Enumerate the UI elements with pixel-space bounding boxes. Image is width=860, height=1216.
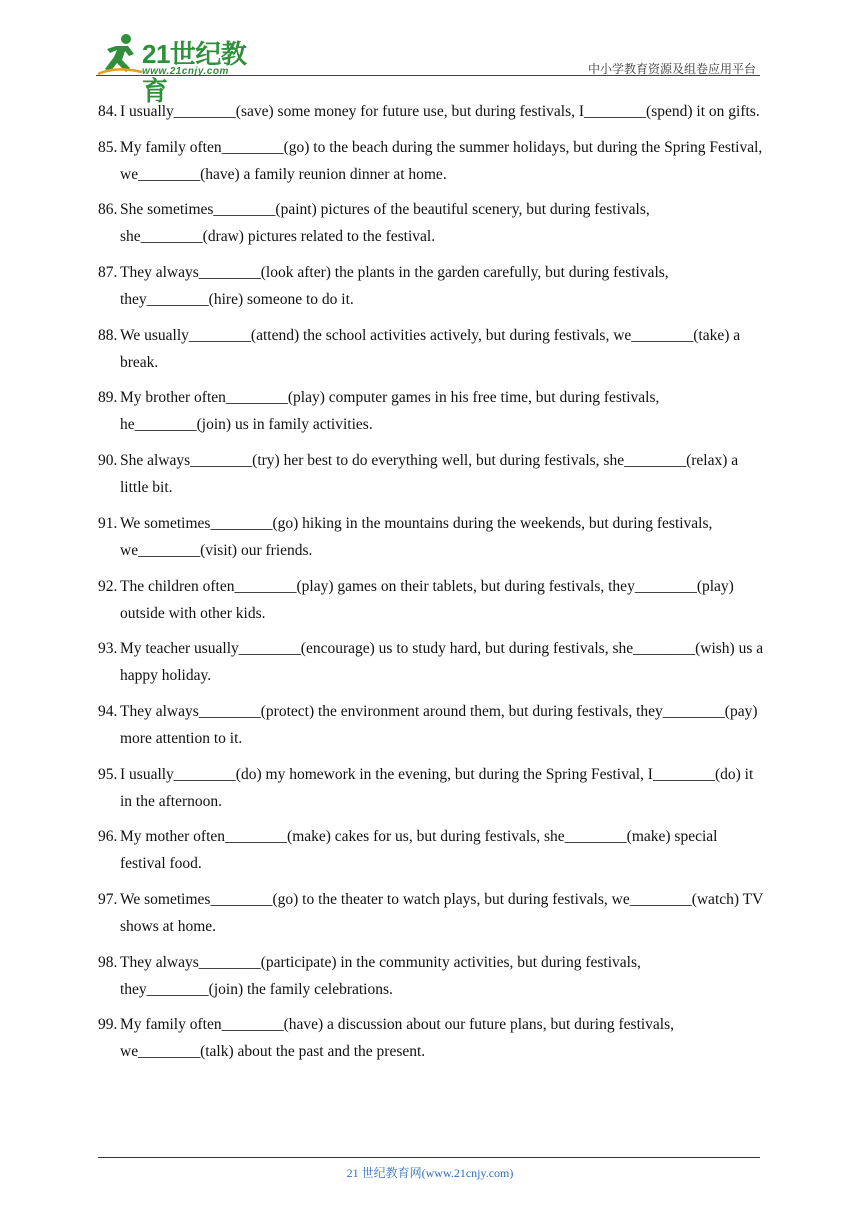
question-number: 92. [98,577,118,595]
question-item [98,949,764,1003]
question-item [98,635,764,689]
logo-url: www.21cnjy.com [142,66,229,77]
question-number: 97. [98,890,118,908]
question-text: They always________(participate) in the community activities, but during festivals, they________(join) the family celebrations. [120,953,641,998]
question-text: The children often________(play) games on their tablets, but during festivals, they________(play) outside with other kids. [120,577,734,622]
question-item [98,573,764,627]
question-number: 86. [98,201,118,219]
question-number: 84. [98,103,118,120]
question-list [98,98,764,1074]
question-item [98,134,764,188]
question-text: They always________(look after) the plants in the garden carefully, but during festivals, they________(hire) someone to do it. [120,264,669,309]
runner-logo-icon [96,32,144,76]
question-text: She sometimes________(paint) pictures of the beautiful scenery, but during festivals, she________(draw) pictures related to the festival. [120,201,650,246]
question-text: My brother often________(play) computer games in his free time, but during festivals, he________(join) us in family activities. [120,389,660,434]
question-text: My mother often________(make) cakes for us, but during festivals, she________(make) special festival food. [120,828,718,873]
question-item [98,322,764,376]
question-item [98,98,764,125]
question-text: My family often________(go) to the beach during the summer holidays, but during the Spring Festival, we________(have) a family reunion dinner at home. [120,138,763,183]
page-header [96,30,760,106]
question-text: They always________(protect) the environment around them, but during festivals, they________(pay) more attention to it. [120,702,758,747]
question-number: 85. [98,138,118,156]
question-item [98,510,764,564]
question-number: 89. [98,389,118,407]
question-number: 95. [98,765,118,783]
question-number: 93. [98,640,118,658]
question-item [98,823,764,877]
question-number: 88. [98,326,118,344]
question-number: 98. [98,953,118,971]
header-divider [96,75,760,76]
question-text: She always________(try) her best to do everything well, but during festivals, she________(relax) a little bit. [120,452,739,497]
question-item [98,196,764,250]
footer-divider [98,1157,760,1158]
question-text: My family often________(have) a discussion about our future plans, but during festivals, we________(talk) about the past and the present. [120,1016,675,1061]
question-item [98,761,764,815]
question-text: My teacher usually________(encourage) us to study hard, but during festivals, she________(wish) us a happy holiday. [120,640,764,685]
question-item [98,384,764,438]
site-logo [96,32,266,106]
page-footer: 21 世纪教育网(www.21cnjy.com) [346,1166,514,1180]
question-text: I usually________(do) my homework in the evening, but during the Spring Festival, I________(do) it in the afternoon. [120,765,754,810]
question-number: 99. [98,1016,118,1034]
question-number: 90. [98,452,118,470]
question-number: 94. [98,702,118,720]
question-text: We usually________(attend) the school activities actively, but during festivals, we________(take) a break. [120,326,741,371]
question-number: 91. [98,514,118,532]
question-number: 96. [98,828,118,846]
header-platform-title: 中小学教育资源及组卷应用平台 [587,62,756,76]
question-item [98,698,764,752]
question-text: We sometimes________(go) to the theater to watch plays, but during festivals, we________(watch) TV shows at home. [120,890,764,935]
logo-text: 21世纪教育 [142,39,247,106]
question-text: We sometimes________(go) hiking in the mountains during the weekends, but during festivals, we________(visit) our friends. [120,514,713,559]
question-item [98,1011,764,1065]
question-item [98,886,764,940]
question-text: I usually________(save) some money for future use, but during festivals, I________(spend) it on gifts. [120,103,760,120]
question-item [98,259,764,313]
question-number: 87. [98,264,118,282]
question-item [98,447,764,501]
